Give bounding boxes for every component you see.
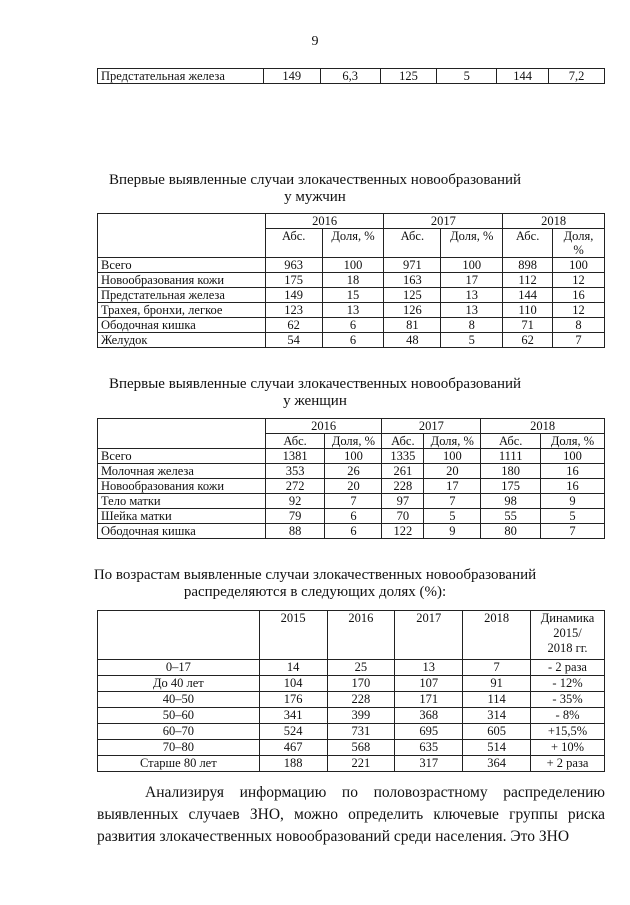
cell: 7 <box>424 494 481 509</box>
row-label: 0–17 <box>98 660 260 676</box>
women-heading <box>0 376 630 410</box>
cell: 16 <box>541 464 605 479</box>
cell: 100 <box>424 449 481 464</box>
age-heading <box>0 567 630 601</box>
cell: 341 <box>259 708 327 724</box>
cell: - 8% <box>531 708 605 724</box>
body-text: Анализируя информацию по половозрастному распределению выявленных случаев ЗНО, можно определить ключевые группы риска развития злокачественных новообразований среди населения. Это ЗНО <box>97 784 605 845</box>
table-row <box>98 69 605 84</box>
cell: 368 <box>395 708 463 724</box>
cell: 16 <box>541 479 605 494</box>
cell: 175 <box>265 273 322 288</box>
share-header: Доля, % <box>441 229 503 258</box>
cell: - 12% <box>531 676 605 692</box>
cell: 20 <box>325 479 382 494</box>
cell: 9 <box>541 494 605 509</box>
cell: 25 <box>327 660 395 676</box>
cell: 176 <box>259 692 327 708</box>
table-row <box>98 676 605 692</box>
year-header: 2016 <box>265 419 382 434</box>
cell: 695 <box>395 724 463 740</box>
cell: 7 <box>541 524 605 539</box>
cell: 48 <box>384 333 441 348</box>
cell: 16 <box>553 288 605 303</box>
continuation-table <box>97 68 605 84</box>
table-row <box>98 303 605 318</box>
cell: 5 <box>437 69 497 84</box>
cell: 70 <box>382 509 424 524</box>
cell: 272 <box>265 479 325 494</box>
cell: 100 <box>541 449 605 464</box>
cell: 7 <box>325 494 382 509</box>
table-row <box>98 449 605 464</box>
cell: 17 <box>441 273 503 288</box>
cell: 399 <box>327 708 395 724</box>
cell: 55 <box>481 509 541 524</box>
abs-header: Абс. <box>382 434 424 449</box>
row-label: Предстательная железа <box>98 69 264 84</box>
cell: 144 <box>503 288 553 303</box>
row-label: Ободочная кишка <box>98 524 266 539</box>
cell: 112 <box>503 273 553 288</box>
cell: 6 <box>325 524 382 539</box>
year-header: 2018 <box>463 611 531 660</box>
cell: 114 <box>463 692 531 708</box>
cell: 5 <box>541 509 605 524</box>
abs-header: Абс. <box>265 434 325 449</box>
cell: 7 <box>553 333 605 348</box>
row-label: 70–80 <box>98 740 260 756</box>
cell: 635 <box>395 740 463 756</box>
row-label: 60–70 <box>98 724 260 740</box>
cell: 524 <box>259 724 327 740</box>
cell: 568 <box>327 740 395 756</box>
women-heading-line1: Впервые выявленные случаи злокачественных новообразований <box>108 376 522 392</box>
cell: 100 <box>441 258 503 273</box>
table-row <box>98 258 605 273</box>
row-label: Всего <box>98 258 266 273</box>
cell: 80 <box>481 524 541 539</box>
table-row <box>98 692 605 708</box>
cell: 12 <box>553 303 605 318</box>
year-header: 2017 <box>382 419 481 434</box>
age-table-body <box>98 660 605 772</box>
cell: 14 <box>259 660 327 676</box>
row-label: Трахея, бронхи, легкое <box>98 303 266 318</box>
row-label: Желудок <box>98 333 266 348</box>
cell: 123 <box>265 303 322 318</box>
cell: 13 <box>395 660 463 676</box>
cell: 605 <box>463 724 531 740</box>
cell: 126 <box>384 303 441 318</box>
dynamics-header: Динамика 2015/ 2018 гг. <box>531 611 605 660</box>
cell: 71 <box>503 318 553 333</box>
table-row <box>98 273 605 288</box>
cell: 144 <box>497 69 549 84</box>
cell: 20 <box>424 464 481 479</box>
cell: 62 <box>503 333 553 348</box>
cell: 353 <box>265 464 325 479</box>
cell: 514 <box>463 740 531 756</box>
cell: 18 <box>322 273 384 288</box>
cell: 364 <box>463 756 531 772</box>
cell: 228 <box>382 479 424 494</box>
age-heading-line1: По возрастам выявленные случаи злокачественных новообразований <box>93 567 537 583</box>
cell: 107 <box>395 676 463 692</box>
year-header: 2015 <box>259 611 327 660</box>
cell: 188 <box>259 756 327 772</box>
cell: 97 <box>382 494 424 509</box>
cell: 125 <box>384 288 441 303</box>
men-table-body <box>98 258 605 348</box>
cell: 100 <box>325 449 382 464</box>
year-header: 2018 <box>481 419 605 434</box>
cell: 467 <box>259 740 327 756</box>
cell: 6 <box>322 333 384 348</box>
table-row <box>98 724 605 740</box>
year-header: 2016 <box>327 611 395 660</box>
row-label: Предстательная железа <box>98 288 266 303</box>
cell: 81 <box>384 318 441 333</box>
table-header-row <box>98 419 605 434</box>
table-row <box>98 318 605 333</box>
row-label: Молочная железа <box>98 464 266 479</box>
page-number: 9 <box>311 34 319 49</box>
cell: 100 <box>553 258 605 273</box>
cell: 8 <box>553 318 605 333</box>
year-header: 2017 <box>395 611 463 660</box>
cell: 1111 <box>481 449 541 464</box>
table-row <box>98 660 605 676</box>
row-label: Ободочная кишка <box>98 318 266 333</box>
cell: 54 <box>265 333 322 348</box>
cell: 180 <box>481 464 541 479</box>
cell: 79 <box>265 509 325 524</box>
cell: 149 <box>263 69 320 84</box>
cell: 5 <box>441 333 503 348</box>
cell: 125 <box>380 69 437 84</box>
age-heading-line2: распределяются в следующих долях (%): <box>183 584 447 600</box>
cell: 170 <box>327 676 395 692</box>
cell: 1335 <box>382 449 424 464</box>
men-heading-line2: у мужчин <box>284 189 346 205</box>
cell: 963 <box>265 258 322 273</box>
cell: 13 <box>441 303 503 318</box>
table-row <box>98 740 605 756</box>
table-row <box>98 756 605 772</box>
cell: 17 <box>424 479 481 494</box>
cell: 8 <box>441 318 503 333</box>
cell: 15 <box>322 288 384 303</box>
cell: 13 <box>322 303 384 318</box>
men-heading <box>0 172 630 206</box>
cell: 175 <box>481 479 541 494</box>
row-label: Новообразования кожи <box>98 479 266 494</box>
table-row <box>98 479 605 494</box>
year-header: 2017 <box>384 214 503 229</box>
cell: 100 <box>322 258 384 273</box>
share-header: Доля, % <box>553 229 605 258</box>
cell: 314 <box>463 708 531 724</box>
share-header: Доля, % <box>325 434 382 449</box>
cell: 5 <box>424 509 481 524</box>
cell: 261 <box>382 464 424 479</box>
abs-header: Абс. <box>265 229 322 258</box>
abs-header: Абс. <box>503 229 553 258</box>
women-table-body <box>98 449 605 539</box>
cell: 122 <box>382 524 424 539</box>
row-label: Всего <box>98 449 266 464</box>
cell: 221 <box>327 756 395 772</box>
cell: 98 <box>481 494 541 509</box>
cell: 149 <box>265 288 322 303</box>
row-label: Шейка матки <box>98 509 266 524</box>
row-label: Тело матки <box>98 494 266 509</box>
cell: 88 <box>265 524 325 539</box>
cell: 731 <box>327 724 395 740</box>
age-table <box>97 610 605 772</box>
women-table <box>97 418 605 539</box>
share-header: Доля, % <box>424 434 481 449</box>
table-header-row <box>98 611 605 660</box>
cell: +15,5% <box>531 724 605 740</box>
cell: 898 <box>503 258 553 273</box>
cell: 6,3 <box>320 69 380 84</box>
women-heading-line2: у женщин <box>283 393 347 409</box>
share-header: Доля, % <box>322 229 384 258</box>
row-label: 40–50 <box>98 692 260 708</box>
cell: - 35% <box>531 692 605 708</box>
cell: 163 <box>384 273 441 288</box>
cell: 317 <box>395 756 463 772</box>
table-row <box>98 494 605 509</box>
table-row <box>98 333 605 348</box>
table-row <box>98 288 605 303</box>
cell: 228 <box>327 692 395 708</box>
share-header: Доля, % <box>541 434 605 449</box>
cell: 62 <box>265 318 322 333</box>
cell: 1381 <box>265 449 325 464</box>
table-row <box>98 509 605 524</box>
cell: 110 <box>503 303 553 318</box>
cell: 6 <box>322 318 384 333</box>
men-table <box>97 213 605 348</box>
cell: 7,2 <box>549 69 605 84</box>
abs-header: Абс. <box>481 434 541 449</box>
cell: 7 <box>463 660 531 676</box>
cell: 6 <box>325 509 382 524</box>
cell: - 2 раза <box>531 660 605 676</box>
cell: 9 <box>424 524 481 539</box>
row-label: Старше 80 лет <box>98 756 260 772</box>
cell: + 10% <box>531 740 605 756</box>
cell: + 2 раза <box>531 756 605 772</box>
cell: 12 <box>553 273 605 288</box>
row-label: До 40 лет <box>98 676 260 692</box>
table-row <box>98 708 605 724</box>
cell: 92 <box>265 494 325 509</box>
cell: 91 <box>463 676 531 692</box>
row-label: Новообразования кожи <box>98 273 266 288</box>
table-header-row <box>98 214 605 229</box>
cell: 171 <box>395 692 463 708</box>
year-header: 2016 <box>265 214 384 229</box>
table-row <box>98 524 605 539</box>
row-label: 50–60 <box>98 708 260 724</box>
table-row <box>98 464 605 479</box>
body-paragraph <box>97 782 605 848</box>
abs-header: Абс. <box>384 229 441 258</box>
year-header: 2018 <box>503 214 605 229</box>
men-heading-line1: Впервые выявленные случаи злокачественных новообразований <box>108 172 522 188</box>
cell: 26 <box>325 464 382 479</box>
cell: 13 <box>441 288 503 303</box>
cell: 104 <box>259 676 327 692</box>
cell: 971 <box>384 258 441 273</box>
